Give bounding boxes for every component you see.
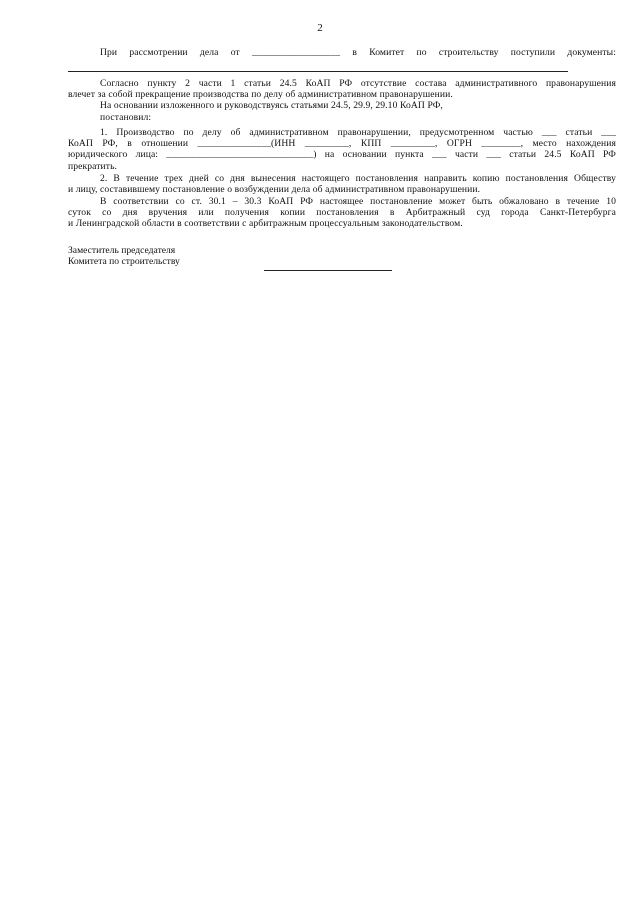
text-line: 1. Производство по делу об административном правонарушении, предусмотренном частью ___ статьи ___ <box>100 127 616 138</box>
page-number: 2 <box>317 22 323 34</box>
text-line: На основании изложенного и руководствуясь статьями 24.5, 29.9, 29.10 КоАП РФ, <box>100 100 443 111</box>
text-line: влечет за собой прекращение производства по делу об административном правонарушении. <box>68 89 453 101</box>
text-line: постановил: <box>100 112 152 123</box>
text-line: 2. В течение трех дней со дня вынесения настоящего постановления направить копию постановления Обществу <box>100 173 616 184</box>
signatory-title: Заместитель председателя <box>68 245 176 256</box>
text-line: При рассмотрении дела от __________________ в Комитет по строительству поступили документы: <box>100 47 616 58</box>
paragraph-grounds <box>68 100 616 111</box>
signatory-committee: Комитета по строительству <box>68 256 180 268</box>
paragraph-documents-received <box>68 47 616 58</box>
text-line: Согласно пункту 2 части 1 статьи 24.5 КоАП РФ отсутствие состава административного правонарушения <box>100 78 616 89</box>
paragraph-item-1 <box>68 127 616 172</box>
paragraph-item-2 <box>68 173 616 195</box>
text-line: прекратить. <box>68 160 118 172</box>
blank-line <box>68 71 568 72</box>
text-line: суток со дня вручения или получения копии постановления в Арбитражный суд города Санкт-Петербурга <box>68 207 616 219</box>
paragraph-legal-basis <box>68 78 616 100</box>
text-line: КоАП РФ, в отношении _______________(ИНН _________, КПП _________, ОГРН ________, место нахождения <box>68 138 616 150</box>
text-line: и лицу, составившему постановление о возбуждении дела об административном правонарушении. <box>68 184 481 196</box>
paragraph-appeal <box>68 196 616 230</box>
text-line: и Ленинградской области в соответствии с арбитражным процессуальным законодательством. <box>68 218 463 230</box>
text-line: В соответствии со ст. 30.1 – 30.3 КоАП РФ настоящее постановление может быть обжаловано в течение 10 <box>100 196 616 207</box>
resolution-heading <box>68 112 616 123</box>
text-line: юридического лица: ______________________________) на основании пункта ___ части ___ статьи 24.5 КоАП РФ <box>68 149 616 161</box>
signature-block <box>68 245 180 267</box>
signature-line <box>264 270 392 271</box>
